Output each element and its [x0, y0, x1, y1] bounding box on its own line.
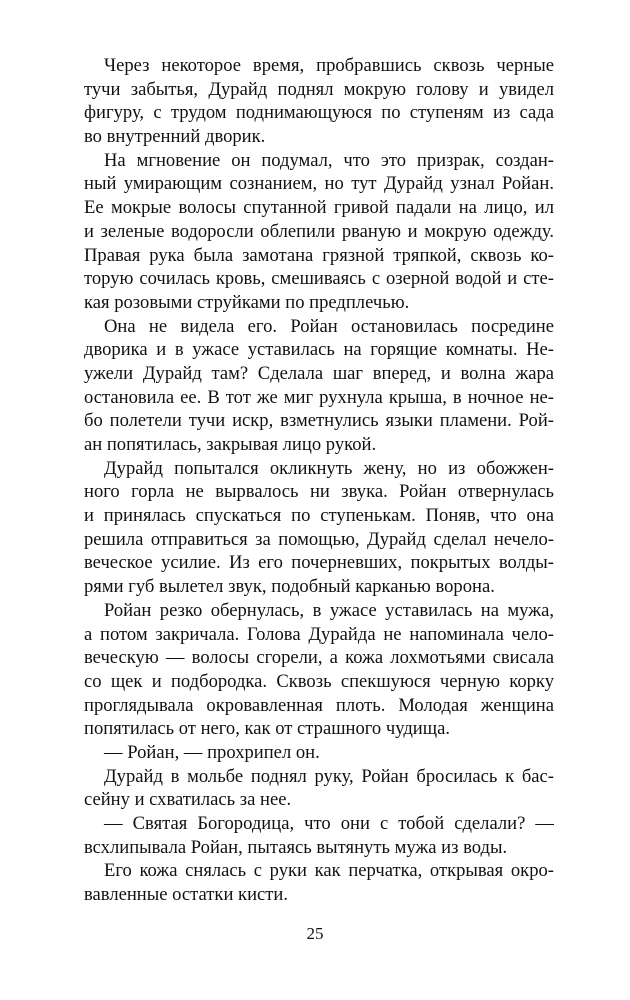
text-line: сейну и схватилась за нее. [84, 789, 292, 811]
text-line: торую сочилась кровь, смешиваясь с озерной водой и сте- [84, 268, 554, 290]
text-line: Правая рука была замотана грязной тряпкой, сквозь ко- [84, 244, 554, 266]
text-line: бо полетели тучи искр, взметнулись языки пламени. Рой- [84, 410, 554, 432]
text-line: Она не видела его. Ройан остановилась посредине [104, 315, 554, 337]
text-line: и зеленые водоросли облепили рваную и мокрую одежду. [84, 220, 554, 242]
text-line: кая розовыми струйками по предплечью. [84, 291, 410, 313]
body-text [84, 54, 554, 907]
text-line: ужели Дурайд там? Сделала шаг вперед, и волна жара [84, 362, 554, 384]
text-line: Дурайд попытался окликнуть жену, но из обожжен- [104, 457, 554, 479]
paragraph [84, 741, 554, 765]
text-line: остановила ее. В тот же миг рухнула крыша, в ночное не- [84, 386, 554, 408]
text-line: попятилась от него, как от страшного чудища. [84, 718, 450, 740]
text-line: во внутренний дворик. [84, 126, 266, 148]
text-line: Через некоторое время, пробравшись сквозь черные [104, 55, 554, 76]
text-line: тучи забытья, Дурайд поднял мокрую голову и увидел [84, 78, 554, 100]
text-line: проглядывала окровавленная плоть. Молодая женщина [84, 694, 554, 716]
text-line: — Ройан, — прохрипел он. [104, 741, 320, 763]
paragraph [84, 765, 554, 812]
text-line: а потом закричала. Голова Дурайда не напоминала чело- [84, 623, 554, 645]
text-line: рями губ вылетел звук, подобный карканью ворона. [84, 576, 495, 598]
paragraph [84, 859, 554, 906]
paragraph [84, 149, 554, 315]
text-line: веческую — волосы сгорели, а кожа лохмотьями свисала [84, 647, 554, 669]
text-line: ан попятилась, закрывая лицо рукой. [84, 434, 377, 455]
text-line: Ее мокрые волосы спутанной гривой падали на лицо, ил [84, 197, 554, 219]
text-line: — Святая Богородица, что они с тобой сделали? — [104, 813, 554, 834]
text-line: фигуру, с трудом поднимающуюся по ступеням из сада [84, 102, 554, 124]
text-line: всхлипывала Ройан, пытаясь вытянуть мужа из воды. [84, 836, 508, 858]
text-line: Дурайд в мольбе поднял руку, Ройан бросилась к бас- [104, 765, 554, 787]
text-line: ного горла не вырвалось ни звука. Ройан отвернулась [84, 481, 554, 503]
text-line: вавленные остатки кисти. [84, 884, 289, 906]
text-line: Его кожа снялась с руки как перчатка, открывая окро- [104, 860, 554, 882]
text-line: дворика и в ужасе уставилась на горящие комнаты. Не- [84, 339, 554, 361]
paragraph [84, 315, 554, 457]
text-line: со щек и подбородка. Сквозь спекшуюся черную корку [84, 670, 554, 692]
text-line: На мгновение он подумал, что это призрак, создан- [104, 149, 554, 171]
paragraph [84, 457, 554, 599]
text-line: Ройан резко обернулась, в ужасе уставилась на мужа, [104, 599, 554, 621]
text-line: веческое усилие. Из его почерневших, покрытых волды- [84, 552, 554, 574]
paragraph [84, 599, 554, 741]
text-line: решила отправиться за помощью, Дурайд сделал нечело- [84, 528, 554, 550]
text-line: и принялась спускаться по ступенькам. Поняв, что она [84, 505, 554, 527]
text-line: ный умирающим сознанием, но тут Дурайд узнал Ройан. [84, 173, 554, 195]
paragraph [84, 812, 554, 859]
paragraph [84, 54, 554, 149]
page-number: 25 [306, 924, 324, 943]
